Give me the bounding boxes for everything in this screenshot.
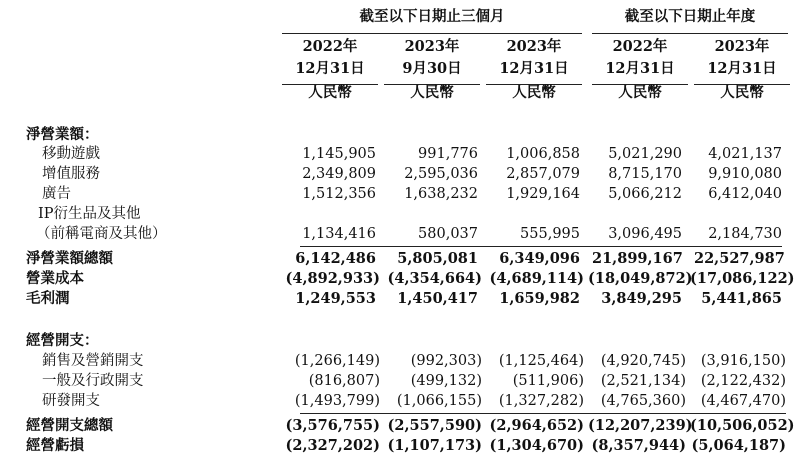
cell-advertising-1: 1,512,356 <box>302 186 376 202</box>
cell-general-admin-2: (499,132) <box>410 373 482 389</box>
cell-rnd-3: (1,327,282) <box>498 393 584 409</box>
row-label-cost-of-revenues: 營業成本 <box>26 270 84 287</box>
column-year: 2023年 <box>714 38 770 55</box>
cell-ip-derivatives-1: 1,134,416 <box>302 226 376 242</box>
cell-cost-of-revenues-3: (4,689,114) <box>489 270 584 287</box>
cell-advertising-2: 1,638,232 <box>404 186 478 202</box>
cell-cost-of-revenues-2: (4,354,664) <box>387 270 482 287</box>
header-group-year: 截至以下日期止年度 <box>624 8 756 25</box>
column-currency: 人民幣 <box>618 84 662 101</box>
cell-advertising-4: 5,066,212 <box>608 186 682 202</box>
cell-mobile-games-1: 1,145,905 <box>302 146 376 162</box>
cell-gross-profit-4: 3,849,295 <box>601 290 682 307</box>
cell-loss-from-operations-5: (5,064,187) <box>691 437 786 454</box>
column-header-4 <box>592 38 688 102</box>
cell-cost-of-revenues-1: (4,892,933) <box>285 270 380 287</box>
cell-ip-derivatives-3: 555,995 <box>520 226 580 242</box>
cell-rnd-2: (1,066,155) <box>396 393 482 409</box>
cell-gross-profit-2: 1,450,417 <box>397 290 478 307</box>
row-label-loss-from-operations: 經營虧損 <box>26 437 84 454</box>
column-date: 9月30日 <box>402 60 462 77</box>
subtotal-rule <box>300 246 782 247</box>
cell-loss-from-operations-2: (1,107,173) <box>387 437 482 454</box>
row-label-ip-derivatives: IP衍生品及其他 <box>38 206 141 222</box>
column-year: 2023年 <box>404 38 460 55</box>
column-currency: 人民幣 <box>308 84 352 101</box>
header-group-three-months: 截至以下日期止三個月 <box>359 8 505 25</box>
column-header-5 <box>694 38 790 102</box>
cell-ip-derivatives-2: 580,037 <box>418 226 478 242</box>
cell-cost-of-revenues-5: (17,086,122) <box>690 270 795 287</box>
cell-sales-marketing-4: (4,920,745) <box>600 353 686 369</box>
cell-total-opex-2: (2,557,590) <box>387 417 482 434</box>
cell-gross-profit-5: 5,441,865 <box>701 290 782 307</box>
cell-vas-1: 2,349,809 <box>302 166 376 182</box>
row-label-ecommerce: （前稱電商及其他） <box>36 226 167 242</box>
cell-ip-derivatives-4: 3,096,495 <box>608 226 682 242</box>
column-year: 2023年 <box>506 38 562 55</box>
column-currency: 人民幣 <box>720 84 764 101</box>
column-header-2 <box>384 38 480 102</box>
row-label-operating-expenses: 經營開支： <box>26 332 99 349</box>
cell-rnd-1: (1,493,799) <box>294 393 380 409</box>
cell-general-admin-4: (2,521,134) <box>600 373 686 389</box>
cell-gross-profit-3: 1,659,982 <box>499 290 580 307</box>
cell-mobile-games-3: 1,006,858 <box>506 146 580 162</box>
row-label-advertising: 廣告 <box>42 186 71 202</box>
column-date: 12月31日 <box>707 60 777 77</box>
cell-sales-marketing-5: (3,916,150) <box>700 353 786 369</box>
cell-total-opex-1: (3,576,755) <box>285 417 380 434</box>
row-label-mobile-games: 移動遊戲 <box>42 146 100 162</box>
column-date: 12月31日 <box>605 60 675 77</box>
cell-loss-from-operations-1: (2,327,202) <box>285 437 380 454</box>
row-label-total-net-revenues: 淨營業額總額 <box>26 250 113 267</box>
cell-rnd-4: (4,765,360) <box>600 393 686 409</box>
row-label-sales-marketing: 銷售及營銷開支 <box>42 353 144 369</box>
cell-vas-5: 9,910,080 <box>708 166 782 182</box>
cell-gross-profit-1: 1,249,553 <box>295 290 376 307</box>
row-label-gross-profit: 毛利潤 <box>26 290 70 307</box>
opex-subtotal-rule <box>300 413 786 414</box>
row-label-rnd: 研發開支 <box>42 393 100 409</box>
column-date: 12月31日 <box>295 60 365 77</box>
cell-sales-marketing-1: (1,266,149) <box>294 353 380 369</box>
cell-general-admin-5: (2,122,432) <box>700 373 786 389</box>
column-header-3 <box>486 38 582 102</box>
cell-vas-4: 8,715,170 <box>608 166 682 182</box>
row-label-net-revenues: 淨營業額： <box>26 126 99 143</box>
cell-sales-marketing-3: (1,125,464) <box>498 353 584 369</box>
column-year: 2022年 <box>302 38 358 55</box>
cell-cost-of-revenues-4: (18,049,872) <box>588 270 693 287</box>
cell-total-opex-5: (10,506,052) <box>690 417 795 434</box>
column-currency: 人民幣 <box>512 84 556 101</box>
cell-mobile-games-2: 991,776 <box>418 146 478 162</box>
column-date: 12月31日 <box>499 60 569 77</box>
cell-loss-from-operations-3: (1,304,670) <box>489 437 584 454</box>
cell-mobile-games-5: 4,021,137 <box>708 146 782 162</box>
row-label-vas: 增值服務 <box>42 166 100 182</box>
cell-total-net-revenues-1: 6,142,486 <box>295 250 376 267</box>
cell-advertising-5: 6,412,040 <box>708 186 782 202</box>
cell-sales-marketing-2: (992,303) <box>410 353 482 369</box>
cell-general-admin-3: (511,906) <box>512 373 584 389</box>
header-rule-three-months <box>282 33 582 34</box>
row-label-total-operating-expenses: 經營開支總額 <box>26 417 113 434</box>
cell-advertising-3: 1,929,164 <box>506 186 580 202</box>
cell-total-opex-4: (12,207,239) <box>588 417 693 434</box>
cell-ip-derivatives-5: 2,184,730 <box>708 226 782 242</box>
cell-total-net-revenues-2: 5,805,081 <box>397 250 478 267</box>
cell-vas-3: 2,857,079 <box>506 166 580 182</box>
cell-total-net-revenues-4: 21,899,167 <box>592 250 683 267</box>
cell-vas-2: 2,595,036 <box>404 166 478 182</box>
cell-general-admin-1: (816,807) <box>308 373 380 389</box>
column-currency: 人民幣 <box>410 84 454 101</box>
header-rule-year <box>592 33 788 34</box>
cell-mobile-games-4: 5,021,290 <box>608 146 682 162</box>
cell-total-net-revenues-5: 22,527,987 <box>694 250 785 267</box>
cell-rnd-5: (4,467,470) <box>700 393 786 409</box>
column-header-1 <box>282 38 378 102</box>
row-label-general-admin: 一般及行政開支 <box>42 373 144 389</box>
cell-total-opex-3: (2,964,652) <box>489 417 584 434</box>
cell-loss-from-operations-4: (8,357,944) <box>591 437 686 454</box>
column-year: 2022年 <box>612 38 668 55</box>
cell-total-net-revenues-3: 6,349,096 <box>499 250 580 267</box>
